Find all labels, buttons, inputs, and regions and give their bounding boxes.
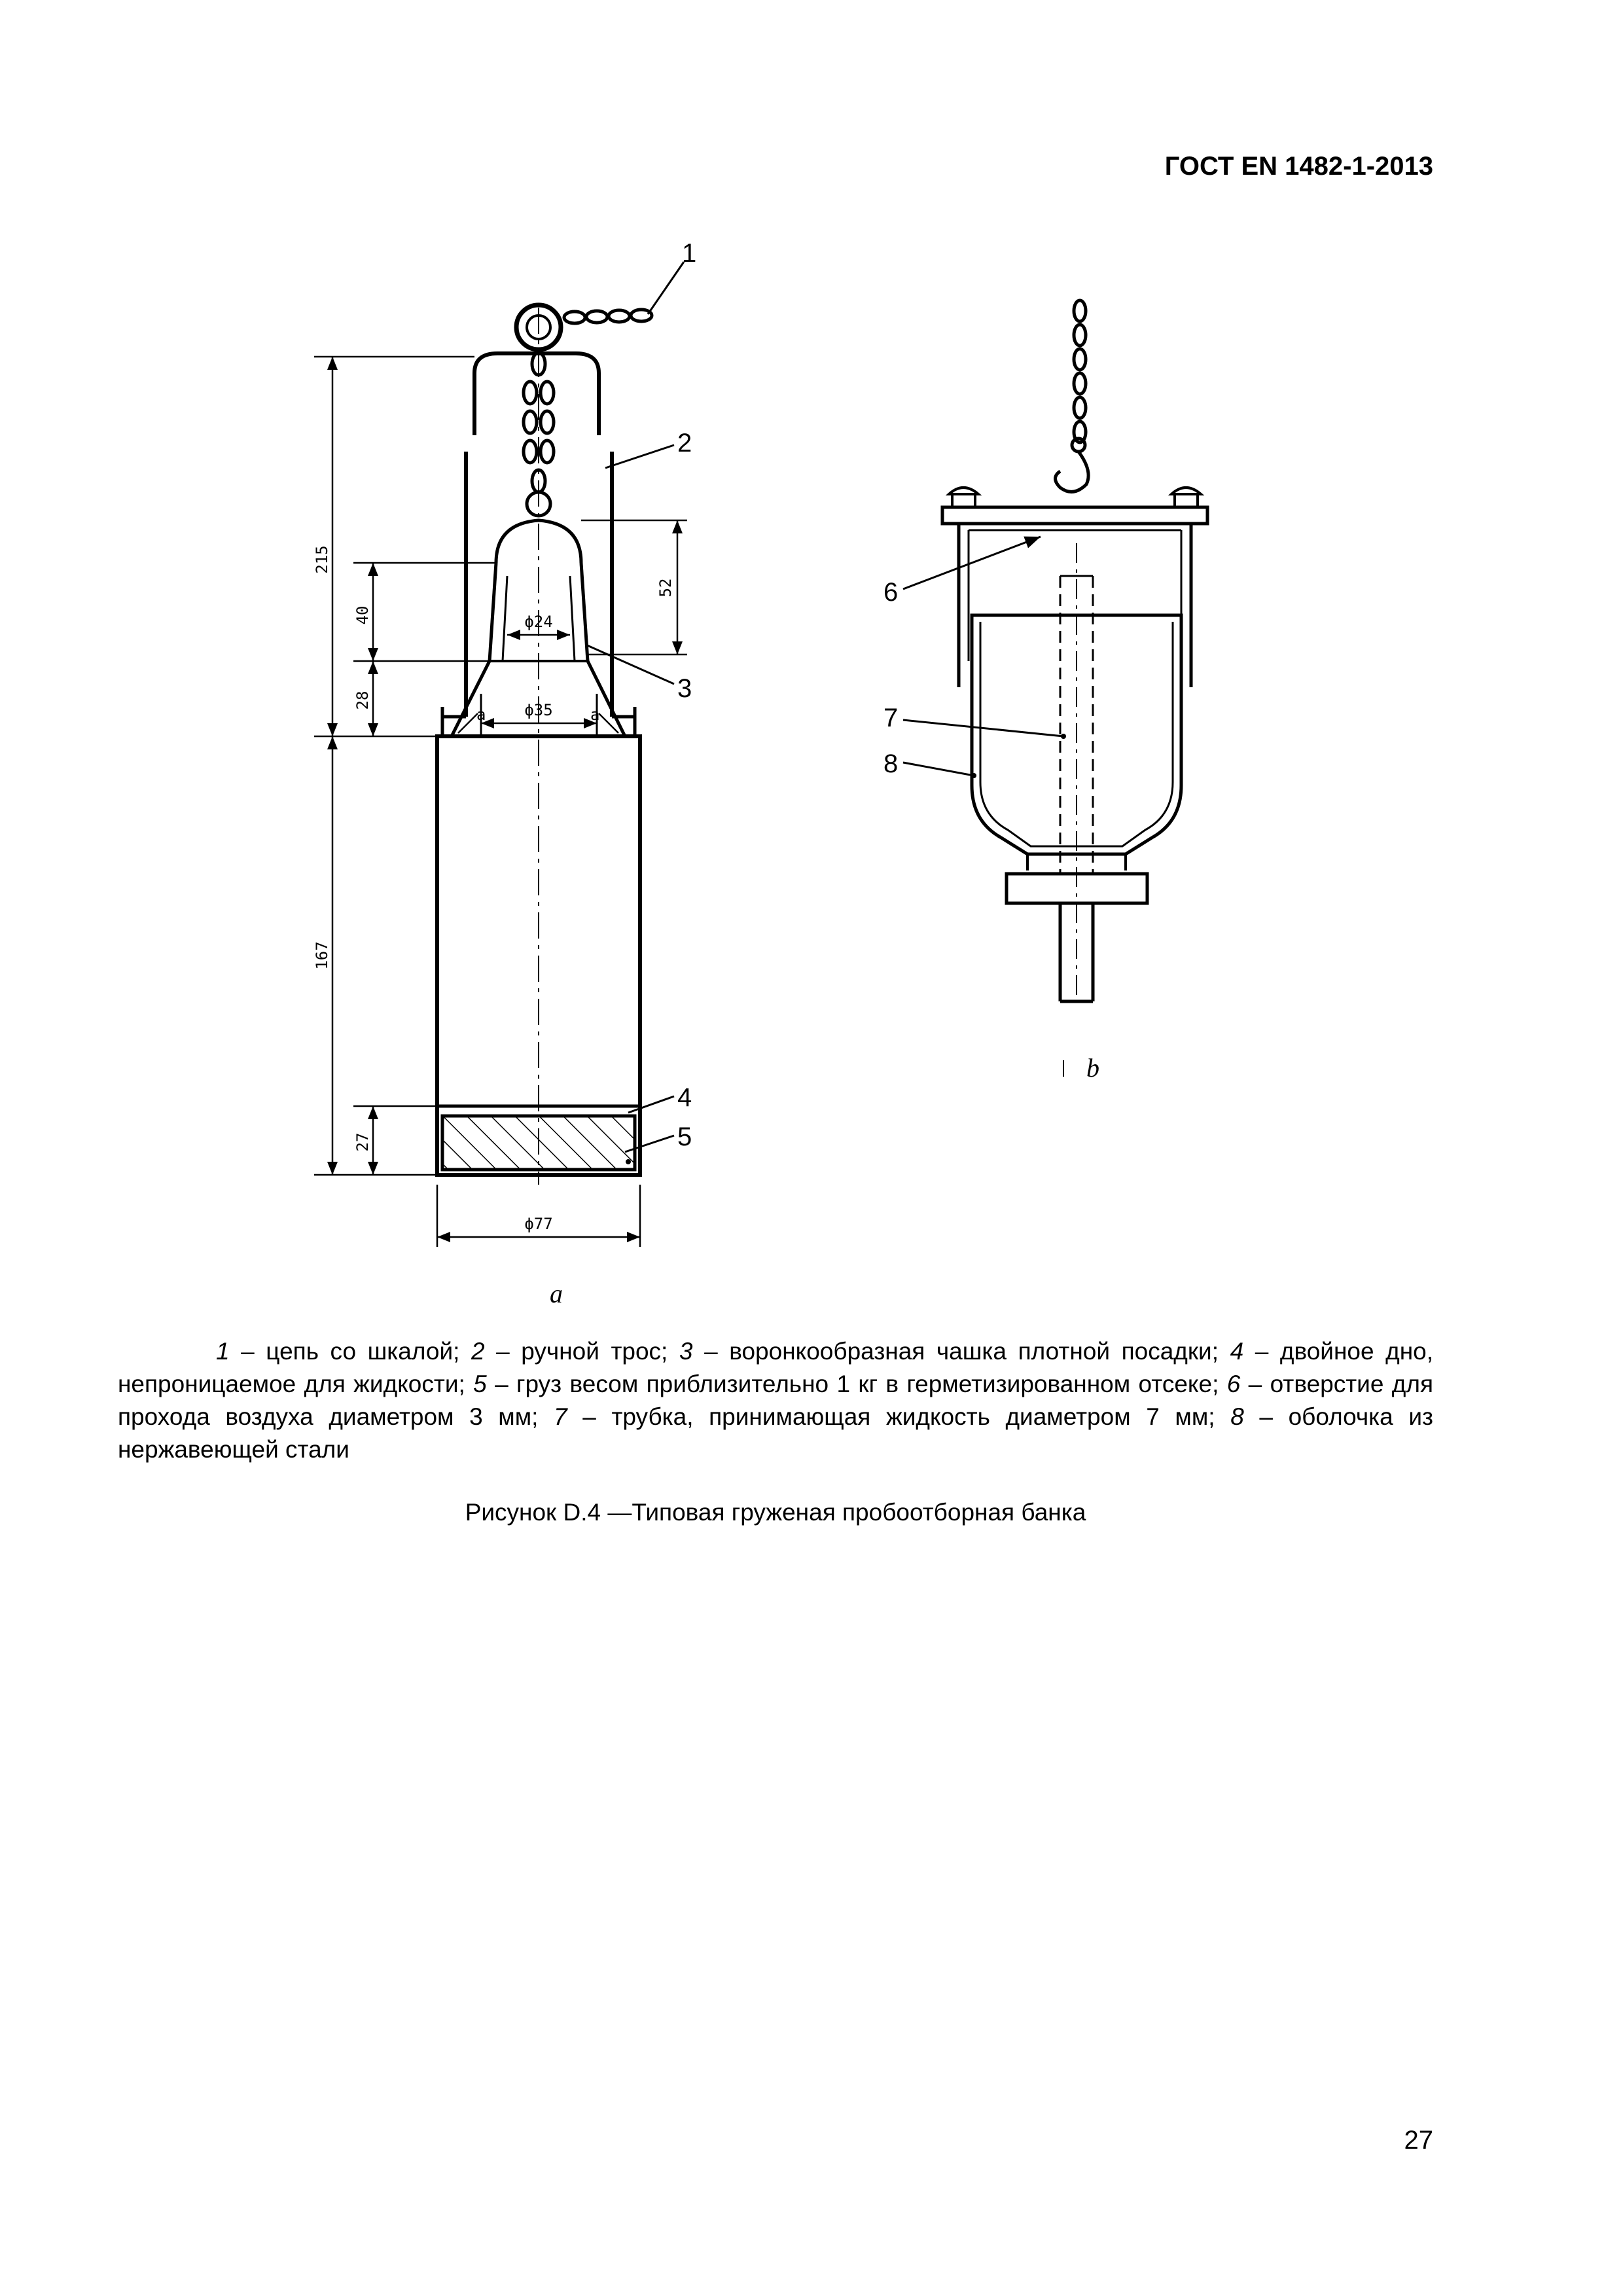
callout-4: 4 — [677, 1083, 692, 1112]
dim-neck-diameter: ϕ35 — [524, 701, 553, 719]
legend-num-6: 6 — [1226, 1371, 1241, 1397]
callout-5: 5 — [677, 1122, 692, 1151]
legend-num-5: 5 — [473, 1371, 487, 1397]
figure-legend — [118, 1335, 1433, 1466]
legend-num-3: 3 — [679, 1338, 693, 1365]
dim-body-height: 167 — [313, 941, 331, 970]
legend-text-1: – цепь со шкалой; — [229, 1338, 471, 1365]
part-a-drawing — [314, 262, 687, 1247]
dim-outer-diameter: ϕ77 — [524, 1215, 553, 1233]
weld-mark-right: a — [590, 706, 600, 724]
callout-1: 1 — [682, 239, 697, 268]
legend-text-4: – двойное дно, непроницаемое для жидкости; — [118, 1338, 1433, 1397]
legend-num-8: 8 — [1230, 1403, 1244, 1430]
figure-caption: Рисунок D.4 —Типовая груженая пробоотборная банка — [465, 1499, 1086, 1526]
callout-8: 8 — [883, 749, 899, 778]
dim-inner-diameter: ϕ24 — [524, 613, 553, 631]
callout-6: 6 — [883, 578, 899, 607]
legend-num-7: 7 — [554, 1403, 567, 1430]
callout-7: 7 — [883, 704, 899, 732]
sublabel-a: a — [550, 1279, 563, 1308]
legend-text-7: – трубка, принимающая жидкость диаметром 7 мм; — [567, 1403, 1231, 1430]
legend-text-2: – ручной трос; — [484, 1338, 679, 1365]
dim-cup-height: 40 — [353, 605, 372, 625]
legend-text-6: – отверстие для прохода воздуха диаметром 3 мм; — [118, 1371, 1433, 1430]
dim-bottom-height: 27 — [353, 1132, 372, 1152]
legend-num-2: 2 — [471, 1338, 485, 1365]
dim-neck-height: 28 — [353, 691, 372, 710]
dim-upper-height: 52 — [656, 578, 675, 598]
legend-num-1: 1 — [216, 1338, 230, 1365]
legend-text-5: – груз весом приблизительно 1 кг в герметизированном отсеке; — [486, 1371, 1227, 1397]
document-header: ГОСТ EN 1482-1-2013 — [1164, 152, 1433, 181]
callout-2: 2 — [677, 429, 692, 457]
figure-caption-wrap — [0, 1499, 1623, 1526]
legend-num-4: 4 — [1230, 1338, 1244, 1365]
dim-total-height: 215 — [313, 545, 331, 574]
page-number: 27 — [1404, 2126, 1433, 2155]
sublabel-b: b — [1086, 1053, 1099, 1083]
part-b-drawing — [903, 300, 1207, 1001]
legend-text-3: – воронкообразная чашка плотной посадки; — [692, 1338, 1230, 1365]
legend-text-8: – оболочка из нержавеющей стали — [118, 1403, 1433, 1463]
weld-mark-left: a — [476, 706, 486, 724]
callout-3: 3 — [677, 674, 692, 703]
